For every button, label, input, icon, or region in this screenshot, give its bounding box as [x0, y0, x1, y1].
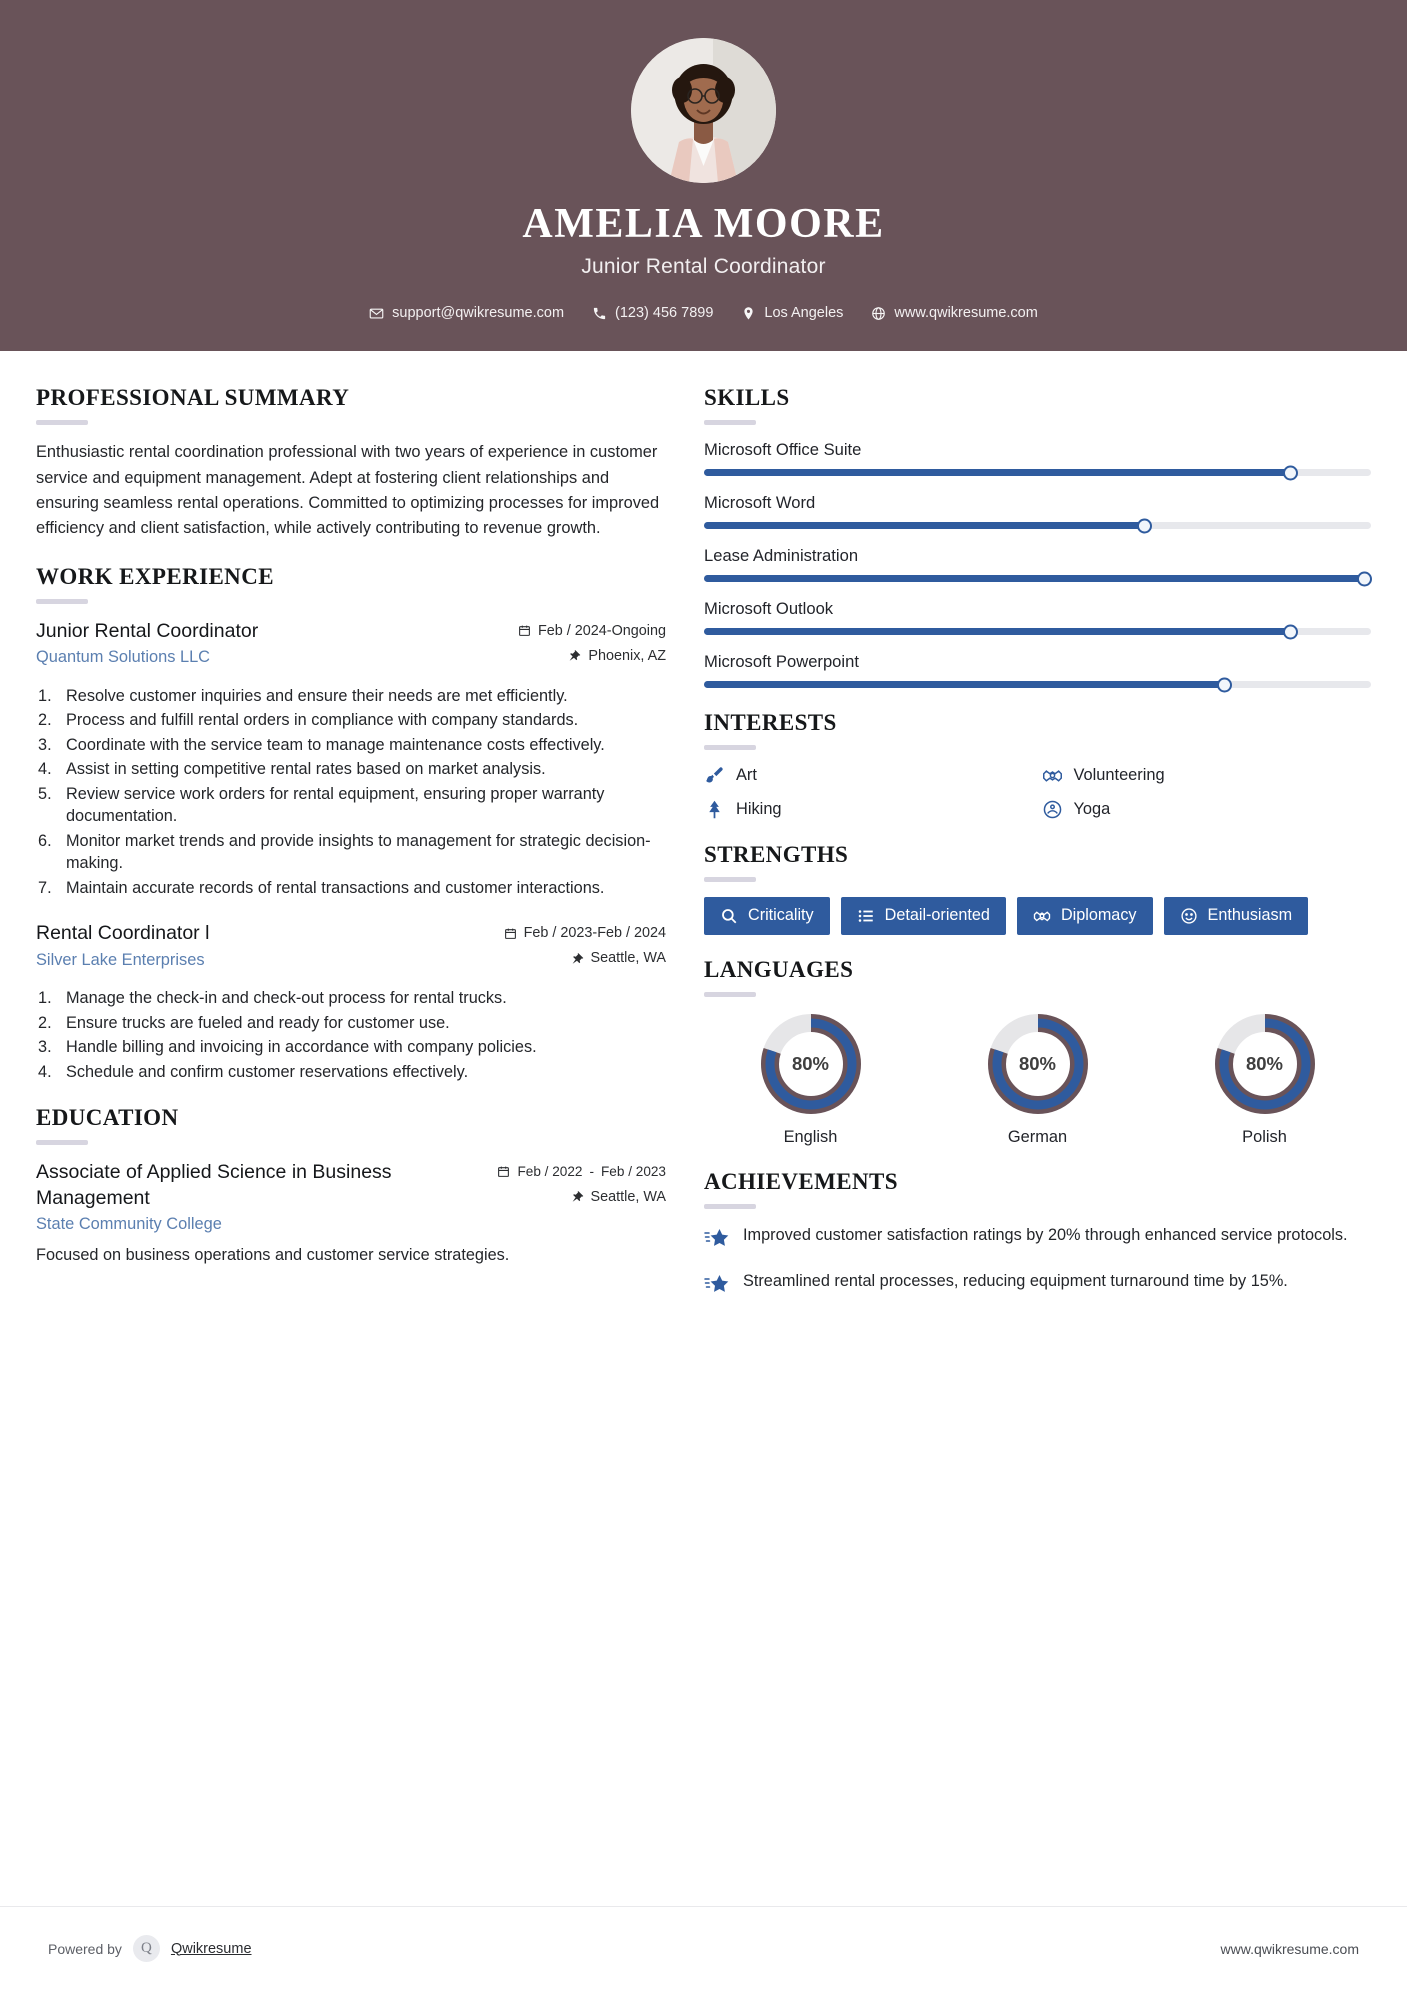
experience-role: Rental Coordinator l — [36, 922, 210, 945]
languages-heading: LANGUAGES — [704, 956, 854, 982]
skill-progress-knob — [1357, 571, 1372, 586]
achievements-heading: ACHIEVEMENTS — [704, 1168, 898, 1194]
education-date — [497, 1164, 666, 1180]
contact-phone[interactable] — [592, 305, 713, 321]
section-professional-summary — [36, 385, 666, 542]
powered-by — [48, 1935, 252, 1962]
pin-icon — [568, 649, 581, 662]
education-school[interactable]: State Community College — [36, 1214, 222, 1233]
volunteering-hands-icon — [1042, 765, 1063, 786]
language-label: German — [1007, 1127, 1068, 1146]
experience-date-text: Feb / 2023-Feb / 2024 — [523, 925, 666, 942]
interest-label: Volunteering — [1073, 766, 1165, 785]
education-date-end: Feb / 2023 — [601, 1164, 666, 1180]
interest-label: Hiking — [736, 800, 782, 819]
resume-header — [0, 0, 1407, 351]
experience-heading: WORK EXPERIENCE — [36, 563, 274, 589]
star-shine-icon — [704, 1226, 730, 1252]
section-achievements — [704, 1169, 1371, 1298]
language-label: English — [783, 1127, 838, 1146]
calendar-icon — [518, 624, 531, 637]
education-degree: Associate of Applied Science in Business Management — [36, 1161, 392, 1209]
pin-icon — [571, 952, 584, 965]
location-pin-icon — [741, 306, 756, 321]
section-divider — [704, 992, 756, 997]
achievement-text: Improved customer satisfaction ratings by 20% through enhanced service protocols. — [743, 1225, 1348, 1244]
experience-org[interactable]: Quantum Solutions LLC — [36, 648, 211, 667]
contact-location-text: Los Angeles — [764, 305, 844, 322]
section-divider — [704, 877, 756, 882]
skill-progress-fill — [704, 469, 1291, 476]
experience-location — [504, 950, 666, 966]
strength-label: Criticality — [748, 906, 814, 925]
brand-link[interactable]: Qwikresume — [170, 1940, 252, 1957]
list-item: Manage the check-in and check-out process for rental trucks. — [66, 989, 507, 1008]
education-description: Focused on business operations and customer service strategies. — [36, 1245, 510, 1264]
skill-progress-track[interactable] — [704, 522, 1371, 529]
achievement-item — [704, 1224, 1371, 1252]
language-donut — [986, 1012, 1090, 1116]
skill-progress-fill — [704, 575, 1364, 582]
skill-label: Microsoft Office Suite — [704, 440, 862, 460]
experience-entry — [36, 619, 666, 899]
summary-text: Enthusiastic rental coordination professional with two years of experience in customer service and equipment management. Adept at fostering client relationships and ensuring seamless rental operations. Committed to optimizing processes for improved efficiency and client satisfaction, while actively contributing to revenue growth. — [36, 443, 660, 538]
list-item: Assist in setting competitive rental rates based on market analysis. — [66, 760, 546, 779]
achievement-text: Streamlined rental processes, reducing equipment turnaround time by 15%. — [743, 1271, 1288, 1290]
list-item: Monitor market trends and provide insights to management for strategic decision-making. — [66, 831, 651, 873]
avatar — [631, 38, 776, 183]
contact-location — [741, 305, 843, 321]
skill-progress-track[interactable] — [704, 575, 1371, 582]
language-donut — [1213, 1012, 1317, 1116]
experience-date-text: Feb / 2024-Ongoing — [537, 622, 666, 639]
section-education — [36, 1105, 666, 1267]
paintbrush-icon — [704, 765, 725, 786]
contact-email-text: support@qwikresume.com — [392, 305, 565, 322]
interests-heading: INTERESTS — [704, 710, 837, 736]
language-percent: 80% — [791, 1052, 830, 1074]
section-skills — [704, 385, 1371, 688]
list-item: Maintain accurate records of rental transactions and customer interactions. — [66, 878, 605, 897]
calendar-icon — [504, 927, 517, 940]
right-column — [700, 385, 1371, 1319]
calendar-icon — [497, 1165, 510, 1178]
skill-progress-knob — [1283, 465, 1298, 480]
list-item: Schedule and confirm customer reservations effectively. — [66, 1062, 469, 1081]
skill-progress-track[interactable] — [704, 681, 1371, 688]
experience-location-text: Phoenix, AZ — [588, 647, 666, 664]
yoga-icon — [1042, 799, 1063, 820]
mail-icon — [369, 306, 384, 321]
experience-date — [504, 925, 666, 941]
section-divider — [36, 1140, 88, 1145]
list-item: Resolve customer inquiries and ensure their needs are met efficiently. — [66, 686, 568, 705]
section-strengths — [704, 842, 1371, 934]
footer-url[interactable]: www.qwikresume.com — [1220, 1940, 1359, 1957]
skill-progress-track[interactable] — [704, 628, 1371, 635]
smiley-icon — [1180, 907, 1198, 925]
phone-icon — [592, 306, 607, 321]
education-location — [497, 1189, 666, 1205]
list-item: Ensure trucks are fueled and ready for customer use. — [66, 1013, 450, 1032]
education-location-text: Seattle, WA — [590, 1188, 666, 1205]
skill-progress-fill — [704, 681, 1224, 688]
pin-icon — [571, 1190, 584, 1203]
section-divider — [36, 420, 88, 425]
skill-item — [704, 493, 1371, 529]
contact-phone-text: (123) 456 7899 — [615, 305, 714, 322]
handshake-icon — [1033, 907, 1051, 925]
skill-progress-knob — [1283, 624, 1298, 639]
contact-email[interactable] — [369, 305, 564, 321]
interest-item — [1042, 765, 1372, 786]
section-divider — [704, 745, 756, 750]
strength-badge — [1164, 897, 1309, 934]
skill-label: Microsoft Powerpoint — [704, 652, 859, 672]
skill-progress-fill — [704, 522, 1144, 529]
strengths-heading: STRENGTHS — [704, 842, 849, 868]
page-title: AMELIA MOORE — [522, 201, 885, 247]
skill-label: Microsoft Outlook — [704, 599, 834, 619]
interest-item — [1042, 799, 1372, 820]
list-item: Review service work orders for rental equipment, ensuring proper warranty documentation. — [66, 784, 605, 826]
left-column — [36, 385, 666, 1319]
achievement-item — [704, 1270, 1371, 1298]
interest-label: Art — [736, 766, 757, 785]
skill-progress-knob — [1137, 518, 1152, 533]
section-divider — [36, 599, 88, 604]
skill-progress-fill — [704, 628, 1291, 635]
language-percent: 80% — [1018, 1052, 1057, 1074]
powered-by-label: Powered by — [48, 1940, 122, 1957]
contact-website[interactable] — [871, 305, 1037, 321]
education-entry — [36, 1160, 666, 1267]
page-footer — [0, 1906, 1407, 1990]
education-date-separator: - — [589, 1164, 594, 1180]
language-item — [931, 1012, 1144, 1147]
section-interests — [704, 710, 1371, 820]
list-item: Coordinate with the service team to manage maintenance costs effectively. — [66, 735, 605, 754]
experience-role: Junior Rental Coordinator — [36, 619, 259, 642]
strength-badge — [841, 897, 1006, 934]
strength-label: Detail-oriented — [884, 906, 990, 925]
interest-item — [704, 799, 1034, 820]
strength-label: Diplomacy — [1060, 906, 1137, 925]
skill-progress-knob — [1217, 677, 1232, 692]
experience-date — [518, 623, 666, 639]
language-percent: 80% — [1245, 1052, 1284, 1074]
tree-icon — [704, 799, 725, 820]
language-item — [704, 1012, 917, 1147]
strength-badge — [1017, 897, 1153, 934]
resume-body — [0, 351, 1407, 1319]
interest-item — [704, 765, 1034, 786]
contact-website-text: www.qwikresume.com — [894, 305, 1038, 322]
list-item: Handle billing and invoicing in accordance with company policies. — [66, 1038, 537, 1057]
strength-badge — [704, 897, 830, 934]
job-title: Junior Rental Coordinator — [581, 255, 826, 279]
skill-item — [704, 546, 1371, 582]
list-item: Process and fulfill rental orders in compliance with company standards. — [66, 711, 579, 730]
skills-heading: SKILLS — [704, 385, 790, 411]
education-date-start: Feb / 2022 — [517, 1164, 583, 1180]
experience-location — [518, 648, 666, 664]
section-divider — [704, 1204, 756, 1209]
section-work-experience — [36, 564, 666, 1083]
list-icon — [857, 907, 875, 925]
skill-item — [704, 652, 1371, 688]
section-divider — [704, 420, 756, 425]
summary-heading: PROFESSIONAL SUMMARY — [36, 385, 350, 411]
skill-item — [704, 599, 1371, 635]
strength-label: Enthusiasm — [1207, 906, 1293, 925]
interest-label: Yoga — [1073, 800, 1111, 819]
star-shine-icon — [704, 1272, 730, 1298]
education-heading: EDUCATION — [36, 1105, 179, 1131]
magnifier-icon — [720, 907, 738, 925]
skill-label: Lease Administration — [704, 546, 859, 566]
contact-row — [0, 305, 1407, 321]
experience-bullets — [36, 987, 666, 1083]
experience-location-text: Seattle, WA — [590, 950, 666, 967]
experience-bullets — [36, 685, 666, 899]
experience-org[interactable]: Silver Lake Enterprises — [36, 950, 205, 969]
skill-progress-track[interactable] — [704, 469, 1371, 476]
language-item — [1158, 1012, 1371, 1147]
language-donut — [759, 1012, 863, 1116]
experience-entry — [36, 921, 666, 1083]
section-languages — [704, 957, 1371, 1147]
language-label: Polish — [1242, 1127, 1287, 1146]
globe-icon — [871, 306, 886, 321]
skill-label: Microsoft Word — [704, 493, 816, 513]
qwikresume-logo-icon: Q — [133, 1935, 160, 1962]
skill-item — [704, 440, 1371, 476]
